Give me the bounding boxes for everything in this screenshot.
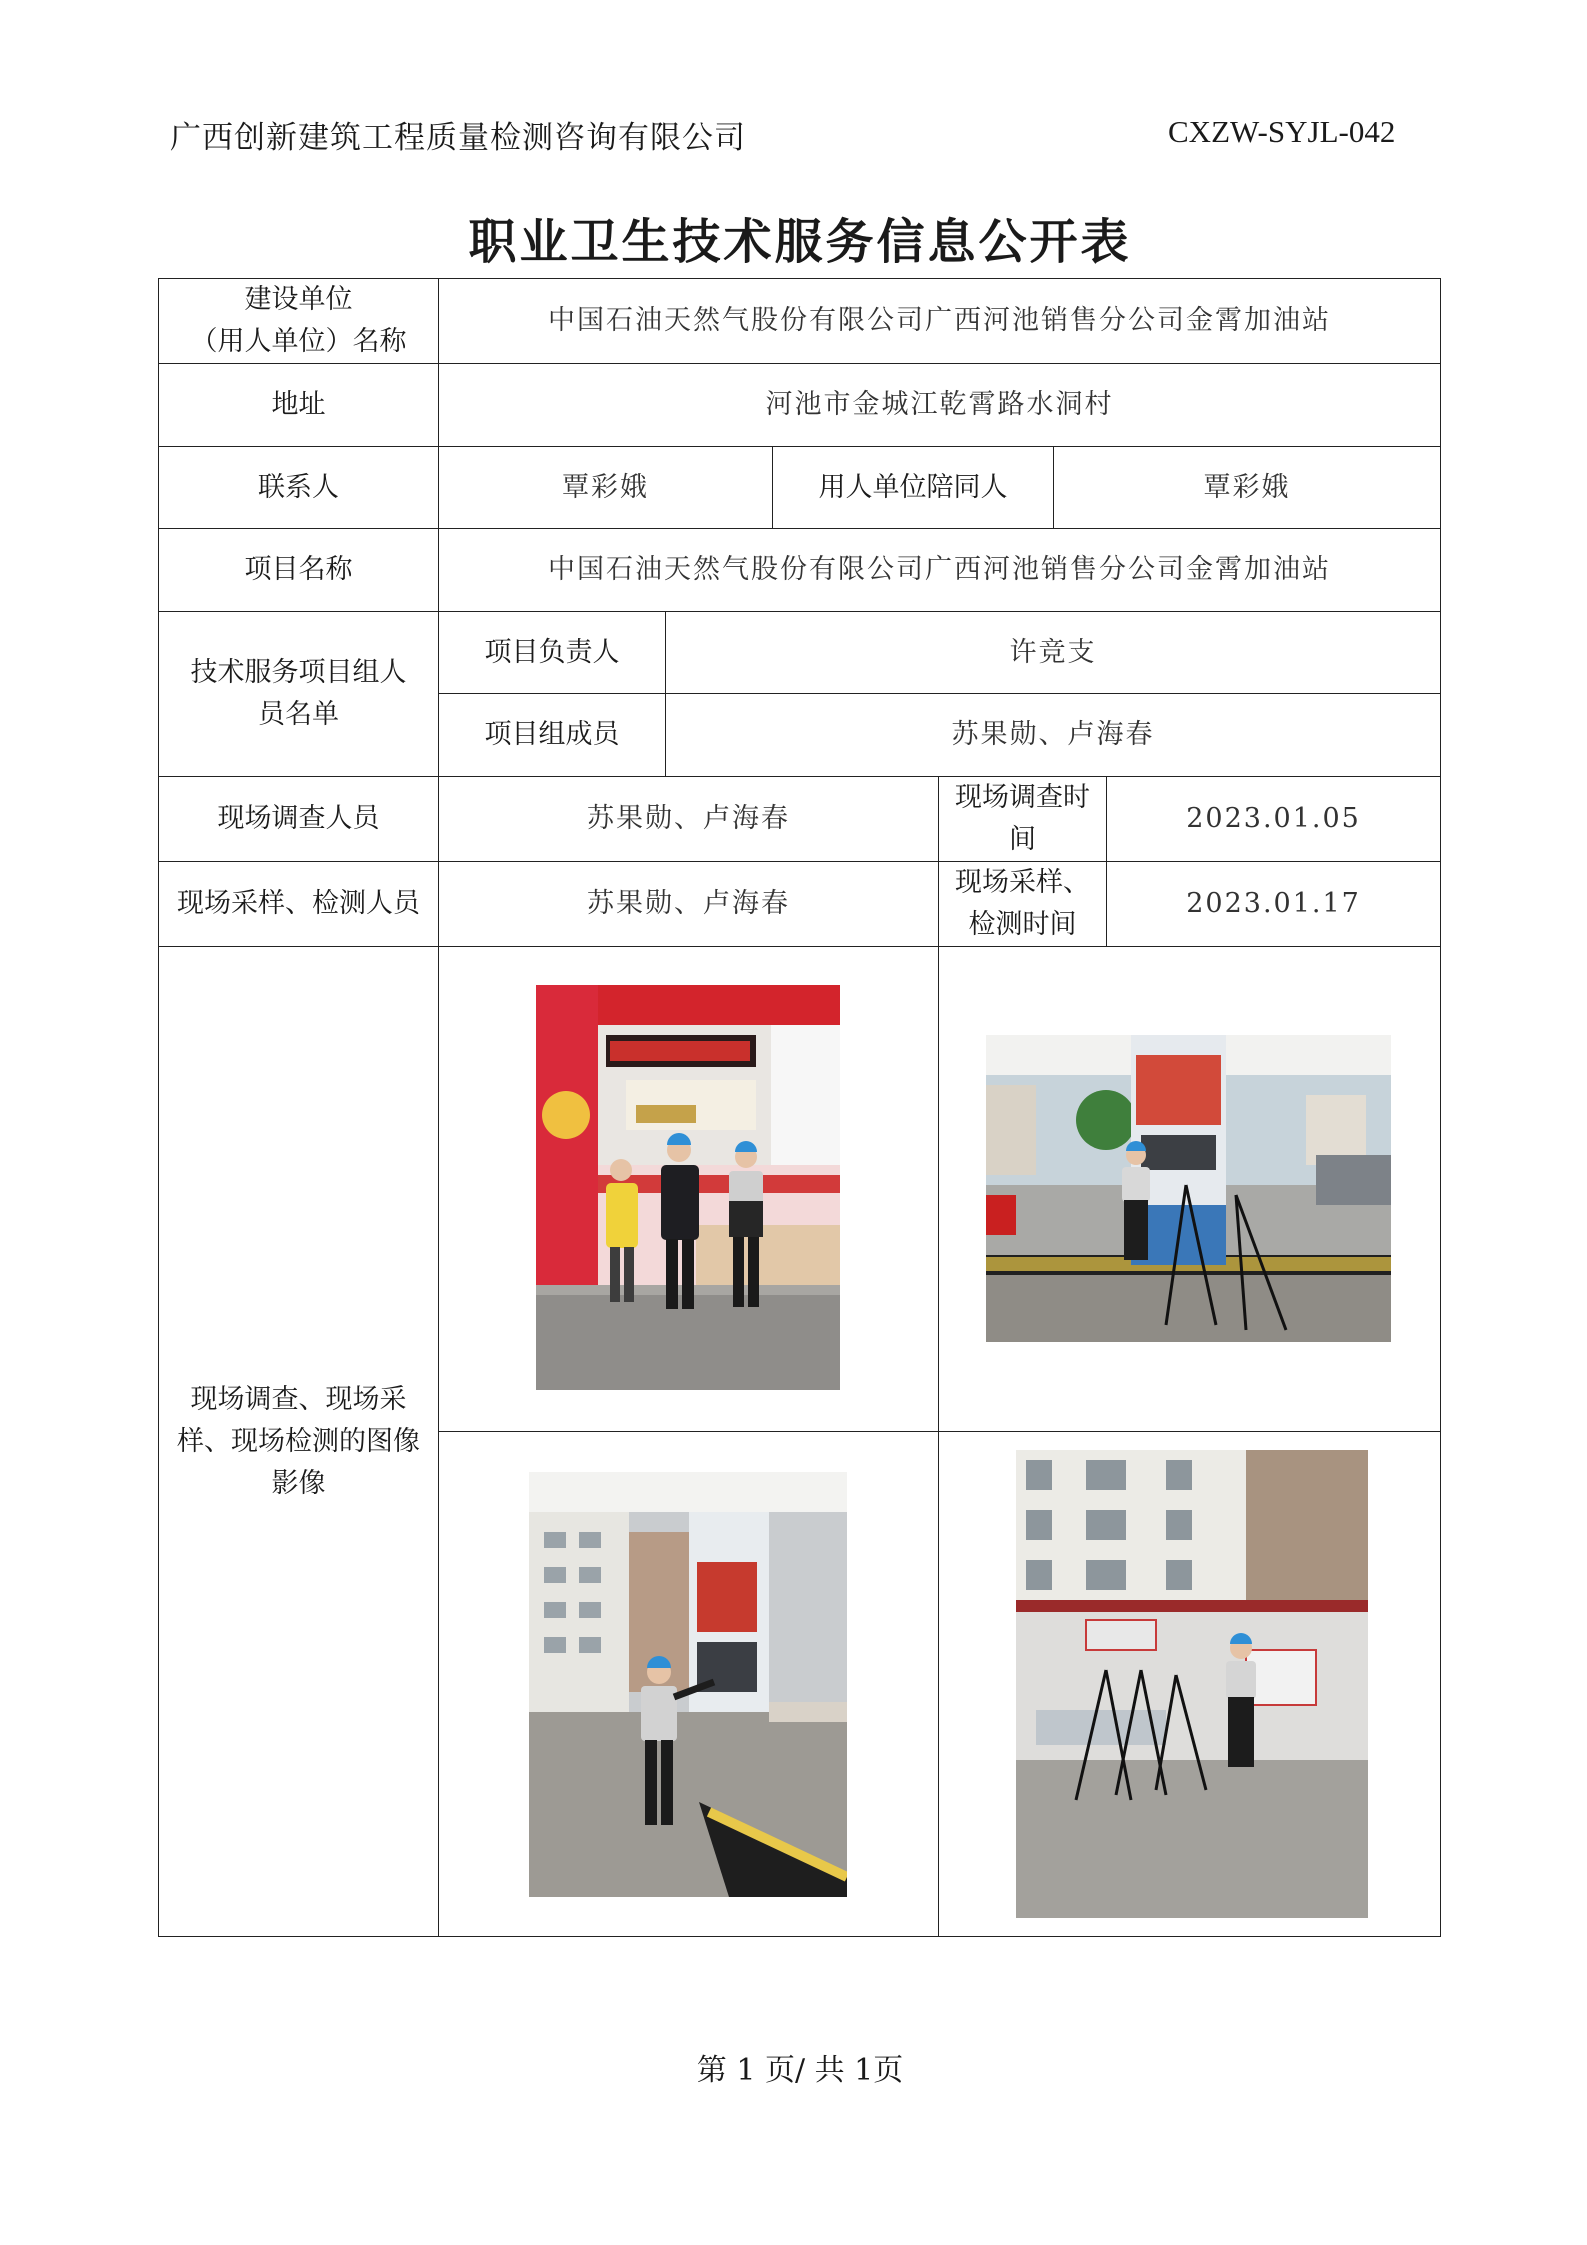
escort-label: 用人单位陪同人 [773,447,1054,529]
address-value: 河池市金城江乾霄路水洞村 [439,364,1441,447]
sampling-time-label: 现场采样、检测时间 [939,862,1107,947]
address-label: 地址 [159,364,439,447]
team-list-label-line2: 员名单 [258,699,339,730]
photo-cell-3 [439,1432,939,1937]
project-name-label: 项目名称 [159,529,439,612]
info-table [158,278,1441,1937]
sampling-staff-value: 苏果勋、卢海春 [439,862,939,947]
survey-time-value: 2023.01.05 [1107,777,1441,862]
document-code: CXZW-SYJL-042 [1168,114,1396,149]
survey-staff-label: 现场调查人员 [159,777,439,862]
team-members-value: 苏果勋、卢海春 [666,694,1441,777]
site-photo-dispenser-worker [529,1472,847,1897]
photo-cell-4 [939,1432,1441,1937]
company-name: 广西创新建筑工程质量检测咨询有限公司 [170,120,746,156]
unit-name-value: 中国石油天然气股份有限公司广西河池销售分公司金霄加油站 [439,279,1441,364]
project-leader-value: 许竞支 [666,612,1441,694]
sampling-time-value: 2023.01.17 [1107,862,1441,947]
sampling-staff-label: 现场采样、检测人员 [159,862,439,947]
site-images-label-line2: 样、现场检测的图像 [177,1425,420,1457]
team-list-label [159,612,439,777]
contact-label: 联系人 [159,447,439,529]
project-name-value: 中国石油天然气股份有限公司广西河池销售分公司金霄加油站 [439,529,1441,612]
unit-name-label-line2: （用人单位）名称 [190,326,407,357]
photo-cell-2 [939,947,1441,1432]
site-images-label-line1: 现场调查、现场采 [190,1383,407,1415]
survey-staff-value: 苏果勋、卢海春 [439,777,939,862]
team-members-label: 项目组成员 [439,694,666,777]
site-images-label [159,947,439,1937]
site-photo-tripods-wall [1016,1450,1368,1918]
team-list-label-line1: 技术服务项目组人 [190,657,407,688]
site-photo-store-group [536,985,840,1390]
unit-name-label [159,279,439,364]
site-photo-dispenser-tripods [986,1035,1391,1342]
escort-value: 覃彩娥 [1054,447,1441,529]
photo-cell-1 [439,947,939,1432]
contact-value: 覃彩娥 [439,447,773,529]
page-title: 职业卫生技术服务信息公开表 [468,214,1132,270]
project-leader-label: 项目负责人 [439,612,666,694]
survey-time-label: 现场调查时间 [939,777,1107,862]
site-images-label-line3: 影像 [271,1467,326,1499]
page-number: 第 1 页/ 共 1页 [696,2053,904,2088]
unit-name-label-line1: 建设单位 [244,284,353,315]
